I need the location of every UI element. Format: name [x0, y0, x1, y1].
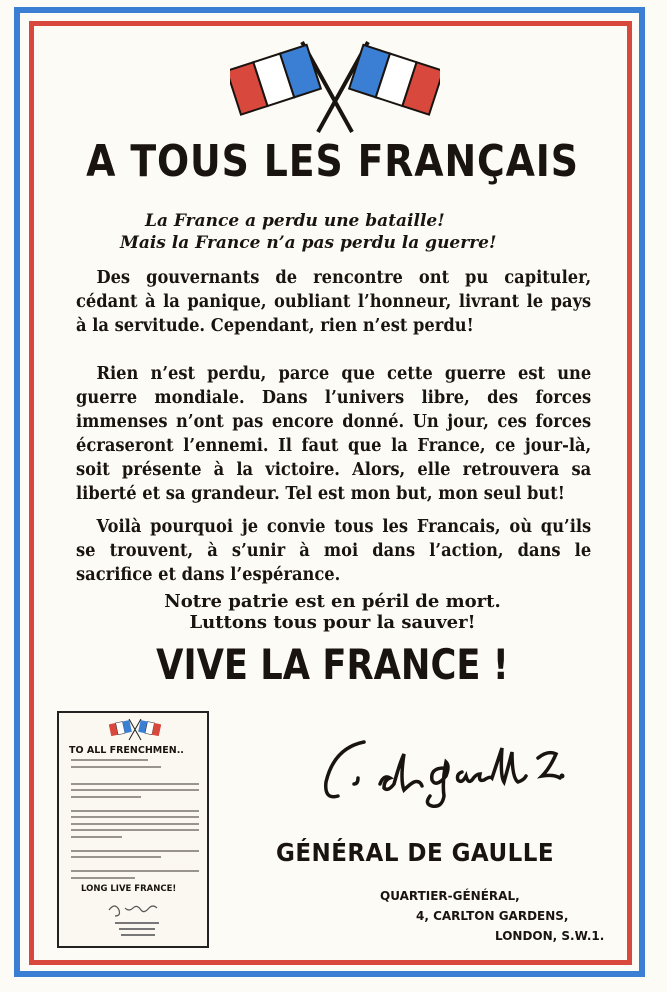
poster-title: A TOUS LES FRANÇAIS [86, 136, 579, 187]
address-line-2: 4, CARLTON GARDENS, [416, 909, 569, 923]
english-poster-inset [57, 711, 209, 948]
subtitle-line-1: La France a perdu une bataille! [145, 211, 445, 231]
paragraph-1-text: Des gouvernants de rencontre ont pu capituler, cédant à la panique, oubliant l’honneur, livrant le pays à la servitude. Cependant, rien n’est perdu! [76, 268, 592, 336]
paragraph-2-text: Rien n’est perdu, parce que cette guerre est une guerre mondiale. Dans l’univers libre, des forces immenses n’ont pas encore donné. Un jour, ces forces écraseront l’ennemi. Il faut que la France, ce jour-là, soit présente à la victoire. Alors, elle retrouvera sa liberté et sa grandeur. Tel est mon but, mon seul but! [76, 364, 592, 504]
slogan: VIVE LA FRANCE ! [156, 640, 509, 689]
inset-slogan: LONG LIVE FRANCE! [81, 884, 177, 894]
inset-signature-block [101, 898, 181, 942]
signatory-name: GÉNÉRAL DE GAULLE [276, 838, 555, 867]
inset-body-text [71, 759, 199, 883]
paragraph-3-text: Voilà pourquoi je convie tous les Francais, où qu’ils se trouvent, à s’unir à moi dans l’action, dans le sacrifice et dans l’espérance. [76, 517, 592, 585]
paragraph-2 [76, 362, 591, 506]
mini-flags-icon [109, 717, 161, 741]
subtitle-line-2: Mais la France n’a pas perdu la guerre! [120, 233, 497, 253]
paragraph-1 [76, 266, 591, 338]
paragraph-3 [76, 515, 591, 587]
address-line-3: LONDON, S.W.1. [495, 929, 605, 943]
de-gaulle-signature [312, 728, 602, 818]
crossed-flags-icon [230, 36, 440, 136]
closing-line-1: Notre patrie est en péril de mort. [164, 591, 501, 612]
address-line-1: QUARTIER-GÉNÉRAL, [380, 889, 520, 903]
inset-title: TO ALL FRENCHMEN.. [69, 745, 184, 756]
closing-line-2: Luttons tous pour la sauver! [189, 612, 476, 633]
